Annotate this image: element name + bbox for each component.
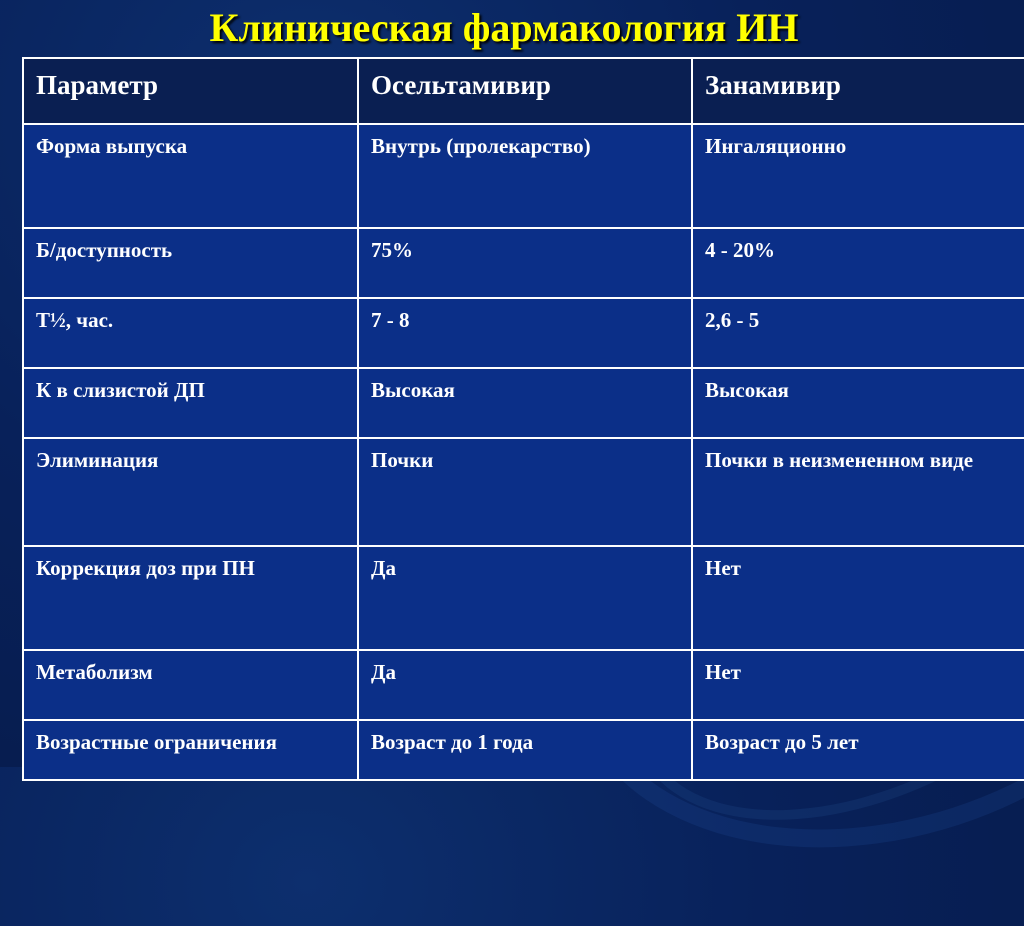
table-row — [23, 124, 1024, 228]
row-parameter: Форма выпуска — [23, 124, 358, 228]
row-zanamivir-value: 2,6 - 5 — [692, 298, 1024, 368]
row-zanamivir-value: Почки в неизмененном виде — [692, 438, 1024, 546]
slide-title: Клиническая фармакология ИН — [209, 5, 799, 50]
header-zanamivir: Занамивир — [692, 58, 1024, 124]
row-parameter: Элиминация — [23, 438, 358, 546]
row-zanamivir-value: Высокая — [692, 368, 1024, 438]
row-parameter: Коррекция доз при ПН — [23, 546, 358, 650]
table-header-row — [23, 58, 1024, 124]
table-row — [23, 228, 1024, 298]
row-oseltamivir-value: 75% — [358, 228, 692, 298]
table-row — [23, 298, 1024, 368]
row-zanamivir-value: Возраст до 5 лет — [692, 720, 1024, 780]
row-oseltamivir-value: Возраст до 1 года — [358, 720, 692, 780]
header-parameter: Параметр — [23, 58, 358, 124]
row-oseltamivir-value: Внутрь (пролекарство) — [358, 124, 692, 228]
table-row — [23, 368, 1024, 438]
row-oseltamivir-value: Да — [358, 546, 692, 650]
row-zanamivir-value: 4 - 20% — [692, 228, 1024, 298]
row-parameter: К в слизистой ДП — [23, 368, 358, 438]
table-row — [23, 438, 1024, 546]
row-oseltamivir-value: Да — [358, 650, 692, 720]
header-oseltamivir: Осельтамивир — [358, 58, 692, 124]
table-row — [23, 546, 1024, 650]
row-zanamivir-value: Ингаляционно — [692, 124, 1024, 228]
row-oseltamivir-value: 7 - 8 — [358, 298, 692, 368]
row-oseltamivir-value: Почки — [358, 438, 692, 546]
row-parameter: Т½, час. — [23, 298, 358, 368]
table-row — [23, 650, 1024, 720]
row-zanamivir-value: Нет — [692, 546, 1024, 650]
row-zanamivir-value: Нет — [692, 650, 1024, 720]
row-parameter: Б/доступность — [23, 228, 358, 298]
table-row — [23, 720, 1024, 780]
row-parameter: Метаболизм — [23, 650, 358, 720]
row-parameter: Возрастные ограничения — [23, 720, 358, 780]
pharmacology-table — [22, 57, 1024, 781]
row-oseltamivir-value: Высокая — [358, 368, 692, 438]
